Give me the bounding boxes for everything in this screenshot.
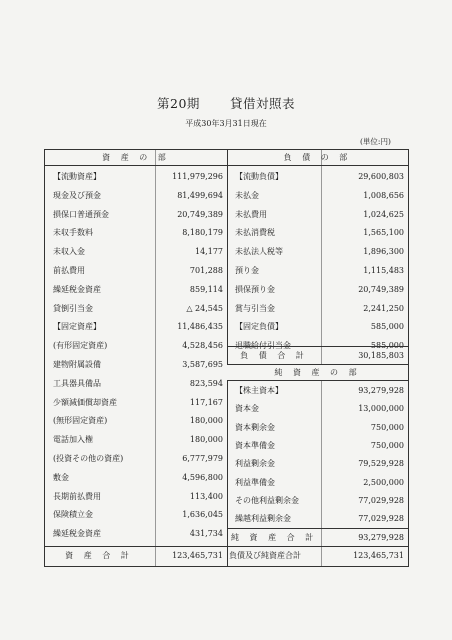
net-asset-row-label: 資本金 bbox=[235, 404, 259, 414]
asset-row-label: 損保口普通預金 bbox=[53, 209, 109, 219]
asset-row-label: 電話加入権 bbox=[53, 435, 93, 445]
asset-row-label: 【固定資産】 bbox=[53, 322, 101, 332]
fiscal-period: 第20期 bbox=[157, 96, 200, 111]
asset-row-label: 繰延税金資産 bbox=[53, 529, 101, 539]
net-asset-row-value: 750,000 bbox=[370, 422, 404, 432]
asset-row bbox=[45, 169, 227, 184]
liability-row-value: 1,115,483 bbox=[363, 266, 404, 275]
asset-row bbox=[45, 413, 227, 428]
asset-row-value: 4,528,456 bbox=[182, 341, 223, 351]
liability-row bbox=[227, 282, 408, 297]
liabilities-total-row bbox=[227, 346, 408, 365]
asset-row bbox=[45, 395, 227, 410]
liability-row-value: 29,600,803 bbox=[358, 172, 404, 181]
liability-row-value: 2,241,250 bbox=[363, 303, 404, 313]
asset-row-value: △ 24,545 bbox=[186, 303, 223, 313]
asset-row bbox=[45, 319, 227, 334]
net-asset-row-value: 79,529,928 bbox=[358, 459, 404, 469]
asset-row bbox=[45, 244, 227, 259]
liability-row-value: 1,565,100 bbox=[363, 228, 404, 238]
liabilities-header: 負 債 の 部 bbox=[227, 150, 408, 166]
net-assets-header bbox=[227, 365, 408, 381]
asset-row-label: 敷金 bbox=[53, 472, 69, 482]
asset-row-value: 431,734 bbox=[189, 529, 223, 539]
liability-row-value: 1,008,656 bbox=[363, 190, 404, 200]
unit-label: (単位:円) bbox=[360, 137, 391, 146]
liability-row-label: 預り金 bbox=[235, 266, 259, 275]
asset-row-label: 長期前払費用 bbox=[53, 491, 101, 501]
net-asset-row bbox=[227, 493, 408, 508]
liability-row bbox=[227, 244, 408, 259]
liability-row-label: 未払金 bbox=[235, 190, 259, 200]
grand-total-value: 123,465,731 bbox=[353, 551, 404, 560]
liability-row-label: 未払費用 bbox=[235, 209, 267, 219]
asset-row-label: (有形固定資産) bbox=[53, 341, 108, 351]
asset-row-value: 14,177 bbox=[195, 247, 223, 257]
asset-row bbox=[45, 188, 227, 203]
assets-total-label: 資 産 合 計 bbox=[65, 551, 133, 560]
liability-row-label: 未払法人税等 bbox=[235, 247, 283, 257]
asset-row bbox=[45, 432, 227, 447]
liability-row-label: 賞与引当金 bbox=[235, 303, 275, 313]
statement-name: 貸借対照表 bbox=[229, 96, 295, 111]
asset-row bbox=[45, 470, 227, 485]
liability-row bbox=[227, 169, 408, 184]
liability-row-value: 585,000 bbox=[370, 322, 404, 332]
asset-row bbox=[45, 263, 227, 278]
liability-row bbox=[227, 207, 408, 222]
asset-row-value: 20,749,389 bbox=[177, 209, 223, 219]
net-asset-row-value: 93,279,928 bbox=[358, 386, 404, 395]
liabilities-netassets-column bbox=[227, 150, 408, 566]
net-assets-header-text: 純 資 産 の 部 bbox=[274, 368, 361, 377]
net-assets-total-label: 純 資 産 合 計 bbox=[231, 533, 318, 542]
asset-row-value: 3,587,695 bbox=[182, 360, 223, 369]
asset-row-value: 8,180,179 bbox=[182, 228, 223, 238]
net-asset-row-value: 13,000,000 bbox=[358, 404, 404, 414]
asset-row-label: 工具器具備品 bbox=[53, 378, 101, 388]
net-asset-row bbox=[227, 475, 408, 490]
asset-row-label: 現金及び預金 bbox=[53, 190, 101, 200]
liability-row-label: 【流動負債】 bbox=[235, 172, 283, 181]
asset-row-label: 貸倒引当金 bbox=[53, 303, 93, 313]
liabilities-total-value: 30,185,803 bbox=[358, 351, 404, 360]
net-asset-row-value: 77,029,928 bbox=[358, 514, 404, 524]
liabilities-total-label: 負 債 合 計 bbox=[240, 351, 308, 360]
asset-row-value: 823,594 bbox=[189, 378, 223, 388]
asset-row bbox=[45, 207, 227, 222]
liability-row-value: 1,024,625 bbox=[363, 209, 404, 219]
net-asset-row-label: 繰越利益剰余金 bbox=[235, 514, 291, 524]
asset-row-label: (投資その他の資産) bbox=[53, 454, 124, 463]
asset-row-value: 81,499,694 bbox=[177, 190, 223, 200]
liability-row bbox=[227, 263, 408, 278]
grand-total-label: 負債及び純資産合計 bbox=[229, 551, 301, 560]
asset-row bbox=[45, 526, 227, 541]
liability-row-label: 【固定負債】 bbox=[235, 322, 283, 332]
net-assets-total-value: 93,279,928 bbox=[358, 533, 404, 542]
asset-row-label: 保険積立金 bbox=[53, 510, 93, 520]
liability-row-label: 未払消費税 bbox=[235, 228, 275, 238]
net-asset-row-label: その他利益剰余金 bbox=[235, 495, 299, 505]
asset-row bbox=[45, 489, 227, 504]
asset-row-label: 未収入金 bbox=[53, 247, 85, 257]
assets-column bbox=[45, 150, 228, 566]
net-asset-row-label: 資本準備金 bbox=[235, 440, 275, 450]
liability-row-label: 退職給付引当金 bbox=[235, 341, 291, 351]
asset-row-value: 6,777,979 bbox=[182, 454, 223, 463]
asset-row-label: (無形固定資産) bbox=[53, 416, 108, 426]
asset-row bbox=[45, 451, 227, 466]
liability-row-value: 585,000 bbox=[370, 341, 404, 351]
balance-sheet-table bbox=[44, 149, 409, 567]
asset-row-value: 701,288 bbox=[189, 266, 223, 275]
asset-row-label: 前払費用 bbox=[53, 266, 85, 275]
asset-row-value: 117,167 bbox=[189, 397, 223, 407]
asset-row-value: 859,114 bbox=[189, 284, 223, 294]
net-asset-row-label: 資本剰余金 bbox=[235, 422, 275, 432]
assets-total-value: 123,465,731 bbox=[172, 551, 223, 560]
asset-row bbox=[45, 338, 227, 353]
asset-row-value: 180,000 bbox=[189, 416, 223, 426]
net-asset-row-value: 77,029,928 bbox=[358, 495, 404, 505]
net-asset-row bbox=[227, 511, 408, 526]
asset-row-value: 111,979,296 bbox=[172, 172, 223, 181]
asset-row bbox=[45, 507, 227, 522]
net-asset-row-value: 750,000 bbox=[370, 440, 404, 450]
asset-row-value: 180,000 bbox=[189, 435, 223, 445]
document-title bbox=[0, 94, 452, 112]
asset-row-label: 未収手数料 bbox=[53, 228, 93, 238]
assets-header: 資 産 の 部 bbox=[45, 150, 227, 166]
assets-total-row bbox=[45, 546, 227, 565]
liability-row bbox=[227, 225, 408, 240]
net-asset-row bbox=[227, 456, 408, 471]
asset-row-label: 少額減価償却資産 bbox=[53, 397, 117, 407]
asset-row bbox=[45, 225, 227, 240]
asset-row-value: 113,400 bbox=[189, 491, 223, 501]
asset-row-label: 繰延税金資産 bbox=[53, 284, 101, 294]
liability-row-value: 20,749,389 bbox=[358, 284, 404, 294]
net-asset-row bbox=[227, 401, 408, 416]
net-asset-row-value: 2,500,000 bbox=[363, 477, 404, 487]
liability-row bbox=[227, 319, 408, 334]
net-assets-total-row bbox=[227, 528, 408, 547]
liability-row-value: 1,896,300 bbox=[363, 247, 404, 257]
net-asset-row-label: 利益準備金 bbox=[235, 477, 275, 487]
asset-row-value: 11,486,435 bbox=[177, 322, 223, 332]
asset-row bbox=[45, 282, 227, 297]
asset-row-value: 4,596,800 bbox=[182, 472, 223, 482]
net-asset-row bbox=[227, 420, 408, 435]
asset-row bbox=[45, 357, 227, 372]
net-asset-row-label: 【株主資本】 bbox=[235, 386, 283, 395]
net-asset-row bbox=[227, 383, 408, 398]
liability-row bbox=[227, 188, 408, 203]
liability-row bbox=[227, 301, 408, 316]
asset-row-label: 【流動資産】 bbox=[53, 172, 101, 181]
net-asset-row bbox=[227, 438, 408, 453]
liability-row-label: 損保預り金 bbox=[235, 284, 275, 294]
statement-date: 平成30年3月31日現在 bbox=[185, 119, 267, 128]
asset-row-value: 1,636,045 bbox=[182, 510, 223, 520]
asset-row bbox=[45, 301, 227, 316]
net-asset-row-label: 利益剰余金 bbox=[235, 459, 275, 469]
asset-row-label: 建物附属設備 bbox=[53, 360, 101, 369]
asset-row bbox=[45, 376, 227, 391]
grand-total-row bbox=[227, 546, 408, 565]
